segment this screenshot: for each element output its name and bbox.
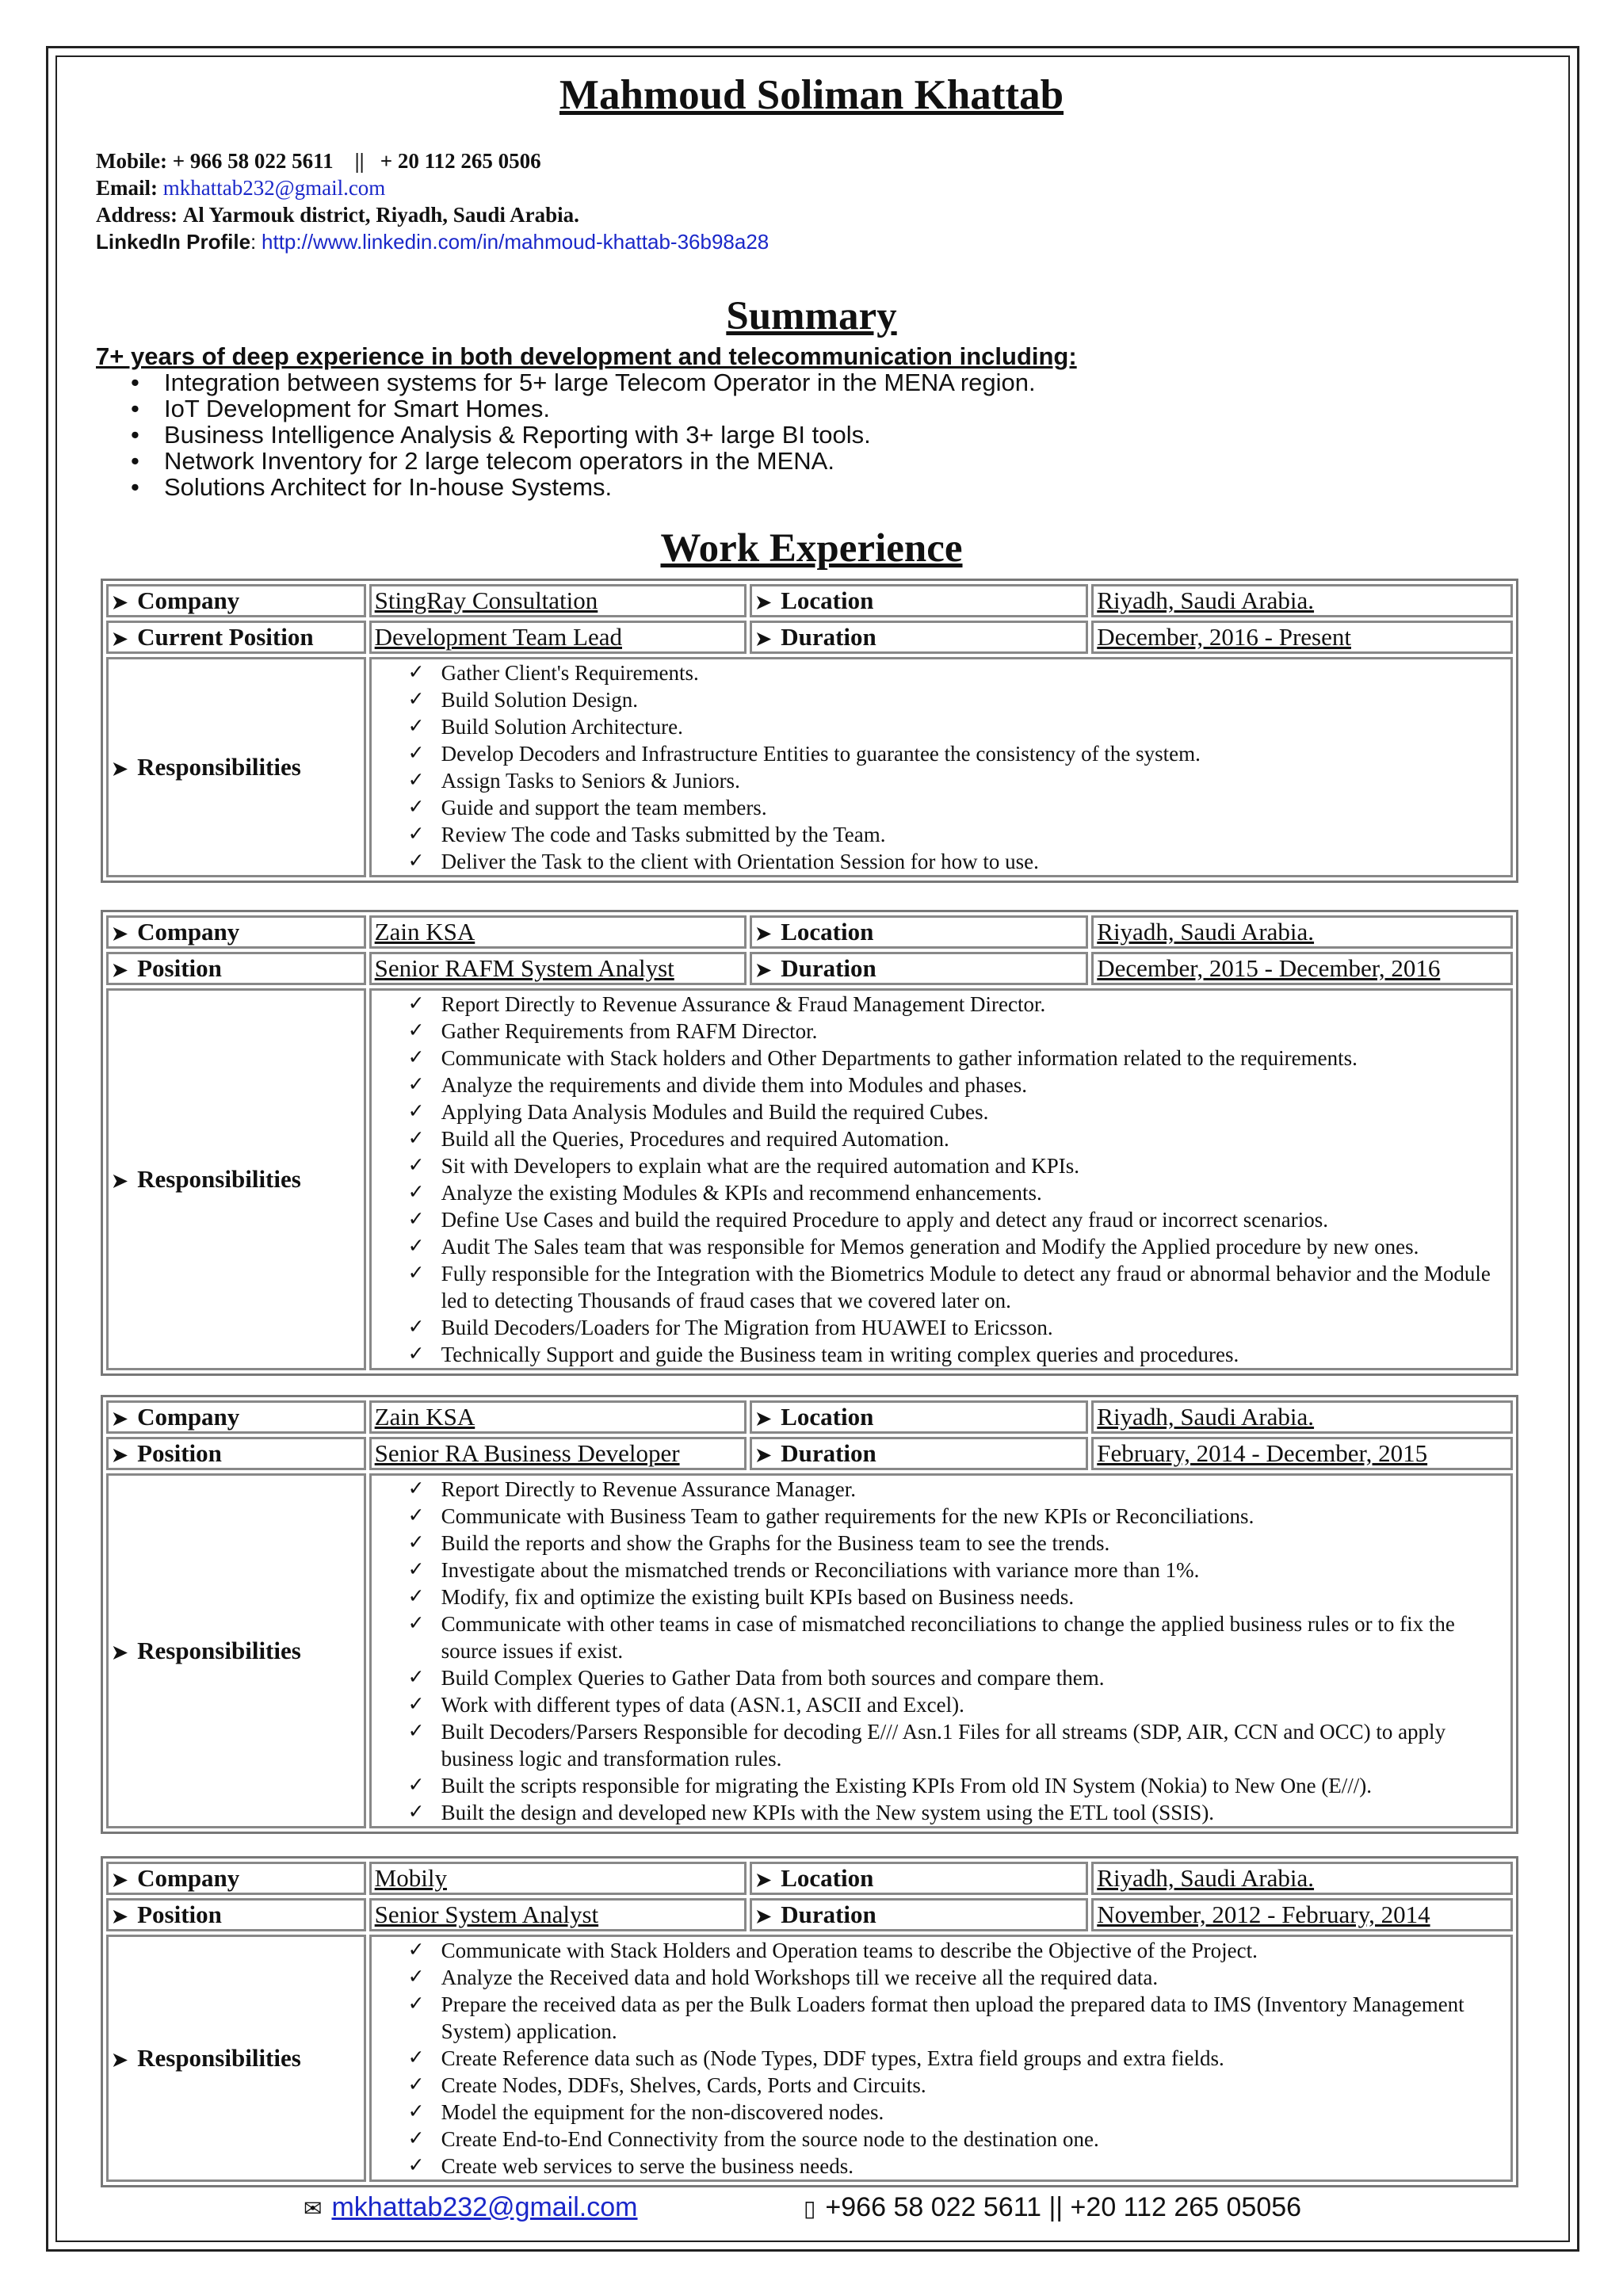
position-value: Development Team Lead — [369, 621, 747, 654]
responsibility-item: ✓ Review The code and Tasks submitted by the Team. — [375, 821, 1507, 848]
company-label: Company — [137, 1864, 240, 1892]
responsibility-item: ✓ Sit with Developers to explain what are the required automation and KPIs. — [375, 1152, 1507, 1179]
summary-item: • IoT Development for Smart Homes. — [131, 395, 1036, 422]
responsibility-item: ✓ Audit The Sales team that was responsible for Memos generation and Modify the Applied procedure by new ones. — [375, 1233, 1507, 1260]
mobile-phone-icon: ▯ — [804, 2196, 816, 2221]
company-label-cell — [106, 915, 366, 949]
responsibilities-label-cell — [106, 988, 366, 1370]
position-label-cell — [106, 952, 366, 985]
arrow-icon: ➤ — [755, 1409, 772, 1430]
summary-item: • Integration between systems for 5+ large Telecom Operator in the MENA region. — [131, 369, 1036, 395]
arrow-icon: ➤ — [112, 593, 128, 613]
responsibility-item: ✓ Analyze the requirements and divide them into Modules and phases. — [375, 1072, 1507, 1098]
responsibility-item: ✓ Gather Client's Requirements. — [375, 659, 1507, 686]
contact-block — [96, 147, 769, 255]
responsibility-item: ✓ Applying Data Analysis Modules and Build the required Cubes. — [375, 1098, 1507, 1125]
summary-intro: 7+ years of deep experience in both development and telecommunication including: — [96, 342, 1077, 370]
duration-value: November, 2012 - February, 2014 — [1091, 1898, 1513, 1931]
responsibility-item: ✓ Deliver the Task to the client with Orientation Session for how to use. — [375, 848, 1507, 875]
position-value: Senior RA Business Developer — [369, 1437, 747, 1470]
responsibility-item: ✓ Modify, fix and optimize the existing built KPIs based on Business needs. — [375, 1584, 1507, 1610]
email-label: Email: — [96, 176, 158, 200]
responsibility-item: ✓ Analyze the existing Modules & KPIs and recommend enhancements. — [375, 1179, 1507, 1206]
responsibilities-label: Responsibilities — [137, 2044, 301, 2072]
position-value: Senior System Analyst — [369, 1898, 747, 1931]
company-value: Mobily — [369, 1862, 747, 1895]
duration-label: Duration — [781, 954, 876, 982]
location-label-cell — [750, 584, 1088, 617]
location-label: Location — [781, 1864, 874, 1892]
responsibility-item: ✓ Communicate with other teams in case of mismatched reconciliations to change the applied business rules or to fix the source issues if exist. — [375, 1610, 1507, 1664]
company-value: StingRay Consultation — [369, 584, 747, 617]
responsibility-item: ✓ Report Directly to Revenue Assurance & Fraud Management Director. — [375, 991, 1507, 1018]
company-value: Zain KSA — [369, 1400, 747, 1434]
responsibility-item: ✓ Prepare the received data as per the Bulk Loaders format then upload the prepared data to IMS (Inventory Management System) application. — [375, 1991, 1507, 2045]
arrow-icon: ➤ — [112, 1643, 128, 1664]
location-value: Riyadh, Saudi Arabia. — [1091, 1400, 1513, 1434]
company-label-cell — [106, 584, 366, 617]
mobile-value: + 966 58 022 5611 || + 20 112 265 0506 — [172, 149, 541, 173]
position-value: Senior RAFM System Analyst — [369, 952, 747, 985]
footer-phones-text: +966 58 022 5611 || +20 112 265 05056 — [825, 2192, 1302, 2222]
duration-value: December, 2016 - Present — [1091, 621, 1513, 654]
footer-phones — [804, 2192, 1301, 2223]
arrow-icon: ➤ — [112, 629, 128, 650]
responsibility-item: ✓ Create Reference data such as (Node Types, DDF types, Extra field groups and extra fields. — [375, 2045, 1507, 2072]
duration-label: Duration — [781, 1901, 876, 1928]
position-label-cell — [106, 1898, 366, 1931]
arrow-icon: ➤ — [112, 1171, 128, 1192]
summary-item: • Solutions Architect for In-house Systems. — [131, 474, 1036, 500]
arrow-icon: ➤ — [755, 629, 772, 650]
duration-label-cell — [750, 621, 1088, 654]
summary-item: • Business Intelligence Analysis & Reporting with 3+ large BI tools. — [131, 422, 1036, 448]
email-line — [96, 174, 769, 201]
responsibilities-cell — [369, 1935, 1513, 2182]
responsibility-item: ✓ Analyze the Received data and hold Workshops till we receive all the required data. — [375, 1964, 1507, 1991]
location-label-cell — [750, 1400, 1088, 1434]
position-label: Position — [137, 954, 222, 982]
arrow-icon: ➤ — [112, 961, 128, 981]
responsibilities-label-cell — [106, 1935, 366, 2182]
responsibility-item: ✓ Build Decoders/Loaders for The Migration from HUAWEI to Ericsson. — [375, 1314, 1507, 1341]
responsibility-item: ✓ Assign Tasks to Seniors & Juniors. — [375, 767, 1507, 794]
responsibility-item: ✓ Build Solution Architecture. — [375, 713, 1507, 740]
responsibilities-list — [375, 1937, 1507, 2179]
location-label-cell — [750, 1862, 1088, 1895]
location-label: Location — [781, 1403, 874, 1431]
responsibility-item: ✓ Model the equipment for the non-discovered nodes. — [375, 2099, 1507, 2126]
responsibility-item: ✓ Build Complex Queries to Gather Data from both sources and compare them. — [375, 1664, 1507, 1691]
footer-email — [304, 2192, 638, 2223]
email-link[interactable]: mkhattab232@gmail.com — [162, 176, 386, 200]
address-value: Al Yarmouk district, Riyadh, Saudi Arabia. — [182, 203, 579, 227]
arrow-icon: ➤ — [112, 759, 128, 780]
duration-value: December, 2015 - December, 2016 — [1091, 952, 1513, 985]
arrow-icon: ➤ — [755, 1907, 772, 1927]
company-label: Company — [137, 586, 240, 614]
responsibilities-label: Responsibilities — [137, 1165, 301, 1193]
responsibilities-label: Responsibilities — [137, 1637, 301, 1664]
responsibility-item: ✓ Create End-to-End Connectivity from the source node to the destination one. — [375, 2126, 1507, 2153]
summary-item: • Network Inventory for 2 large telecom operators in the MENA. — [131, 448, 1036, 474]
company-label-cell — [106, 1862, 366, 1895]
location-label-cell — [750, 915, 1088, 949]
responsibilities-cell — [369, 988, 1513, 1370]
responsibility-item: ✓ Guide and support the team members. — [375, 794, 1507, 821]
linkedin-label: LinkedIn Profile — [96, 230, 251, 254]
position-label: Position — [137, 1439, 222, 1467]
duration-label-cell — [750, 1437, 1088, 1470]
position-label: Current Position — [137, 623, 314, 651]
location-label: Location — [781, 586, 874, 614]
candidate-name: Mahmoud Soliman Khattab — [559, 72, 1064, 118]
location-value: Riyadh, Saudi Arabia. — [1091, 915, 1513, 949]
job-table — [101, 1395, 1518, 1834]
summary-list — [131, 369, 1036, 500]
responsibility-item: ✓ Communicate with Stack holders and Other Departments to gather information related to the requirements. — [375, 1045, 1507, 1072]
position-label: Position — [137, 1901, 222, 1928]
arrow-icon: ➤ — [112, 1446, 128, 1466]
responsibility-item: ✓ Communicate with Stack Holders and Operation teams to describe the Objective of the Project. — [375, 1937, 1507, 1964]
mobile-line — [96, 147, 769, 174]
responsibility-item: ✓ Built the scripts responsible for migrating the Existing KPIs From old IN System (Nokia) to New One (E///). — [375, 1772, 1507, 1799]
duration-label-cell — [750, 1898, 1088, 1931]
responsibilities-list — [375, 1476, 1507, 1826]
duration-label-cell — [750, 952, 1088, 985]
responsibilities-cell — [369, 1473, 1513, 1828]
linkedin-link[interactable]: http://www.linkedin.com/in/mahmoud-khattab-36b98a28 — [262, 230, 769, 254]
responsibility-item: ✓ Define Use Cases and build the required Procedure to apply and detect any fraud or incorrect scenarios. — [375, 1206, 1507, 1233]
responsibilities-label-cell — [106, 657, 366, 877]
arrow-icon: ➤ — [755, 1870, 772, 1891]
responsibility-item: ✓ Investigate about the mismatched trends or Reconciliations with variance more than 1%. — [375, 1557, 1507, 1584]
arrow-icon: ➤ — [112, 1907, 128, 1927]
work-experience-title: Work Experience — [660, 526, 963, 571]
position-label-cell — [106, 621, 366, 654]
address-label: Address: — [96, 203, 178, 227]
mobile-label: Mobile: — [96, 149, 167, 173]
responsibility-item: ✓ Create web services to serve the business needs. — [375, 2153, 1507, 2179]
responsibility-item: ✓ Technically Support and guide the Business team in writing complex queries and procedures. — [375, 1341, 1507, 1368]
arrow-icon: ➤ — [755, 961, 772, 981]
responsibility-item: ✓ Gather Requirements from RAFM Director. — [375, 1018, 1507, 1045]
job-table — [101, 1856, 1518, 2187]
footer-email-link[interactable]: mkhattab232@gmail.com — [331, 2192, 638, 2222]
arrow-icon: ➤ — [112, 1870, 128, 1891]
location-value: Riyadh, Saudi Arabia. — [1091, 584, 1513, 617]
responsibilities-label-cell — [106, 1473, 366, 1828]
arrow-icon: ➤ — [112, 1409, 128, 1430]
responsibility-item: ✓ Develop Decoders and Infrastructure Entities to guarantee the consistency of the system. — [375, 740, 1507, 767]
responsibility-item: ✓ Communicate with Business Team to gather requirements for the new KPIs or Reconciliations. — [375, 1503, 1507, 1530]
duration-label: Duration — [781, 623, 876, 651]
duration-label: Duration — [781, 1439, 876, 1467]
arrow-icon: ➤ — [112, 2050, 128, 2071]
arrow-icon: ➤ — [755, 593, 772, 613]
responsibility-item: ✓ Create Nodes, DDFs, Shelves, Cards, Ports and Circuits. — [375, 2072, 1507, 2099]
envelope-icon: ✉ — [304, 2196, 323, 2221]
summary-title: Summary — [726, 294, 897, 338]
location-value: Riyadh, Saudi Arabia. — [1091, 1862, 1513, 1895]
job-table — [101, 910, 1518, 1376]
responsibilities-list — [375, 991, 1507, 1368]
location-label: Location — [781, 918, 874, 946]
responsibilities-cell — [369, 657, 1513, 877]
responsibilities-label: Responsibilities — [137, 753, 301, 781]
address-line — [96, 201, 769, 228]
arrow-icon: ➤ — [755, 924, 772, 945]
company-label: Company — [137, 1403, 240, 1431]
responsibility-item: ✓ Build all the Queries, Procedures and required Automation. — [375, 1125, 1507, 1152]
responsibility-item: ✓ Built the design and developed new KPIs with the New system using the ETL tool (SSIS). — [375, 1799, 1507, 1826]
arrow-icon: ➤ — [112, 924, 128, 945]
position-label-cell — [106, 1437, 366, 1470]
job-table — [101, 579, 1518, 883]
responsibility-item: ✓ Fully responsible for the Integration with the Biometrics Module to detect any fraud or abnormal behavior and the Module led to detecting Thousands of fraud cases that we covered later on. — [375, 1260, 1507, 1314]
responsibilities-list — [375, 659, 1507, 875]
responsibility-item: ✓ Build Solution Design. — [375, 686, 1507, 713]
company-value: Zain KSA — [369, 915, 747, 949]
linkedin-line — [96, 228, 769, 255]
responsibility-item: ✓ Build the reports and show the Graphs for the Business team to see the trends. — [375, 1530, 1507, 1557]
arrow-icon: ➤ — [755, 1446, 772, 1466]
duration-value: February, 2014 - December, 2015 — [1091, 1437, 1513, 1470]
responsibility-item: ✓ Built Decoders/Parsers Responsible for decoding E/// Asn.1 Files for all streams (SDP, AIR, CCN and OCC) to apply business logic and transformation rules. — [375, 1718, 1507, 1772]
responsibility-item: ✓ Work with different types of data (ASN.1, ASCII and Excel). — [375, 1691, 1507, 1718]
responsibility-item: ✓ Report Directly to Revenue Assurance Manager. — [375, 1476, 1507, 1503]
company-label: Company — [137, 918, 240, 946]
company-label-cell — [106, 1400, 366, 1434]
linkedin-colon: : — [250, 230, 257, 254]
